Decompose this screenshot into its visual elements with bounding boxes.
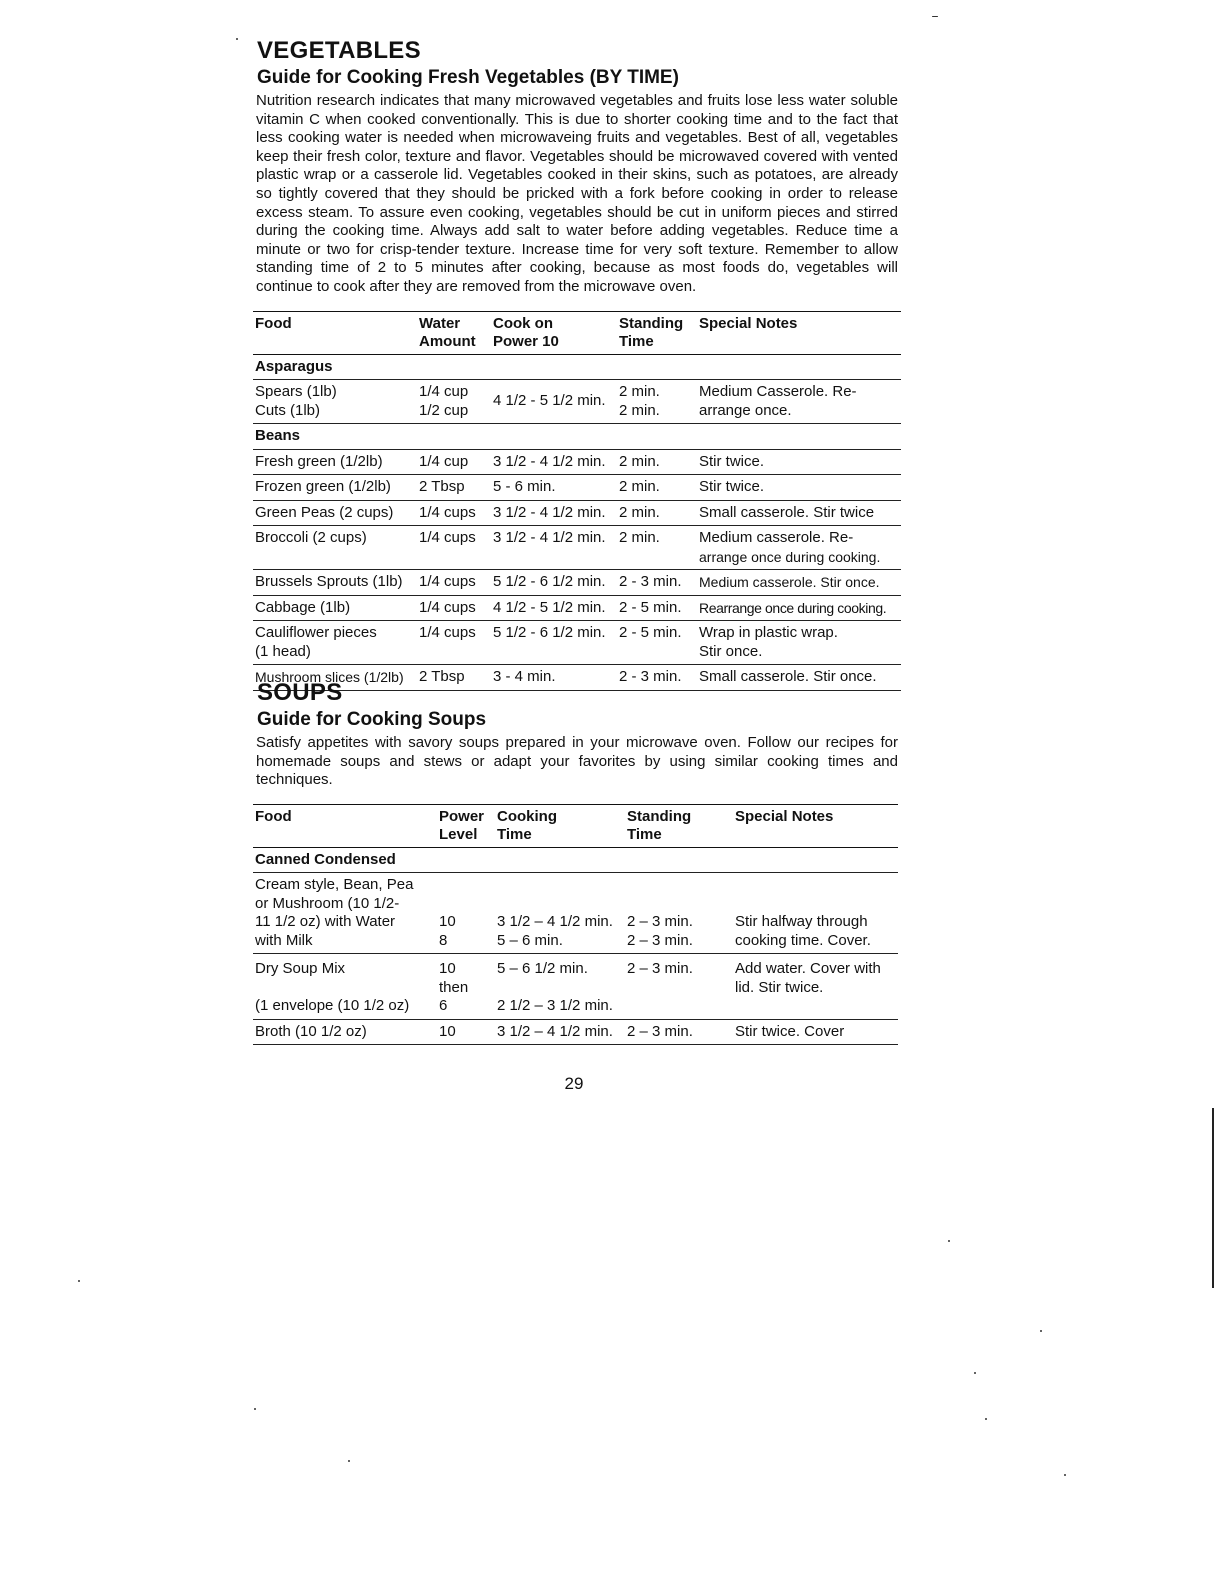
group-row-beans: [253, 424, 901, 450]
vegetables-title: VEGETABLES: [257, 37, 421, 64]
vegetables-table: [253, 311, 901, 691]
page-number: 29: [564, 1074, 584, 1093]
scan-speck: [1064, 1474, 1066, 1476]
cell-water: 1/4 cups: [419, 503, 476, 521]
group-label: Asparagus: [255, 357, 333, 375]
scan-speck: [932, 16, 938, 17]
cell-standing: 2 - 3 min.: [619, 573, 682, 591]
vegetables-intro: Nutrition research indicates that many microwaved vegetables and fruits lose less water soluble vitamin C when cooked conventionally. This is due to shorter cooking time and to the fact that less cooking water is needed when microwaveing fruits and vegetables. Best of all, vegetables keep their fresh color, texture and flavor. Vegetables should be microwaved covered with vented plastic wrap or a casserole lid. Vegetables cooked in their skins, such as potatoes, are already so tightly covered that they should be pricked with a fork before cooking in order to release excess steam. To assure even cooking, vegetables should be cut in uniform pieces and stirred during the cooking time. Always add salt to water before adding vegetables. Reduce time a minute or two for crisp-tender texture. Increase time for very soft texture. Remember to allow standing time of 2 to 5 minutes after cooking, because as most foods do, vegetables will continue to cook after they are removed from the microwave oven.: [256, 92, 898, 295]
cell-food: Cauliflower pieces (1 head): [255, 624, 377, 660]
cell-standing: 2 – 3 min.: [627, 1022, 693, 1040]
scan-speck: [348, 1460, 350, 1462]
cell-cook: 3 1/2 - 4 1/2 min.: [493, 452, 606, 470]
cell-food: Fresh green (1/2lb): [255, 452, 383, 470]
cell-notes: Stir halfway through cooking time. Cover.: [735, 913, 871, 949]
scan-speck: [236, 38, 238, 40]
cell-cook: 3 1/2 - 4 1/2 min.: [493, 503, 606, 521]
soups-section: [253, 678, 898, 1045]
cell-standing: 2 min. 2 min.: [619, 383, 660, 419]
cell-standing: 2 - 5 min.: [619, 624, 682, 642]
cell-standing: 2 - 5 min.: [619, 598, 682, 616]
cell-notes: Stir twice.: [699, 452, 765, 470]
cell-food: Cream style, Bean, Pea or Mushroom (10 1/2- 11 1/2 oz) with Water with Milk: [255, 876, 414, 949]
scan-speck: [948, 1240, 950, 1242]
scan-edge-line: [1212, 1108, 1214, 1288]
cell-standing: 2 min.: [619, 452, 660, 470]
cell-notes: Small casserole. Stir once.: [699, 668, 877, 686]
cell-notes: Medium casserole. Stir once.: [699, 574, 880, 591]
cell-power: 10 then 6: [439, 960, 469, 1015]
table-row: [253, 1019, 898, 1045]
cell-notes: Rearrange once during cooking.: [699, 599, 887, 616]
cell-notes: Stir twice. Cover: [735, 1022, 845, 1040]
cell-cook: 5 - 6 min.: [493, 478, 556, 496]
table-row: [253, 873, 898, 954]
cell-food: Brussels Sprouts (1lb): [255, 573, 403, 591]
cell-food: Broth (10 1/2 oz): [255, 1022, 367, 1040]
cell-water: 1/4 cups: [419, 529, 476, 547]
table-row: [253, 595, 901, 621]
table-row: [253, 621, 901, 665]
cell-standing: 2 – 3 min. 2 – 3 min.: [627, 913, 693, 949]
group-label: Beans: [255, 427, 301, 445]
cell-food: Broccoli (2 cups): [255, 529, 367, 547]
cell-water: 1/4 cup: [419, 452, 469, 470]
cell-cook: 5 1/2 - 6 1/2 min.: [493, 624, 606, 642]
group-label: Canned Condensed: [255, 850, 396, 868]
header-food: Food: [255, 314, 292, 332]
cell-cook: 4 1/2 - 5 1/2 min.: [493, 392, 606, 410]
cell-water: 1/4 cup 1/2 cup: [419, 383, 469, 419]
vegetables-section: [253, 36, 898, 691]
cell-cook: 3 - 4 min.: [493, 668, 556, 686]
cell-food: Mushroom slices (1/2lb): [255, 669, 404, 686]
cell-power: 10 8: [439, 913, 456, 949]
cell-cooking: 3 1/2 – 4 1/2 min.: [497, 1022, 613, 1040]
soups-title: SOUPS: [257, 679, 343, 706]
cell-water: 2 Tbsp: [419, 478, 465, 496]
cell-food: Green Peas (2 cups): [255, 503, 394, 521]
cell-notes: Add water. Cover with lid. Stir twice.: [735, 960, 881, 996]
table-header-row: [253, 311, 901, 354]
cell-standing: 2 – 3 min.: [627, 960, 693, 978]
scan-speck: [1040, 1330, 1042, 1332]
cell-food: Dry Soup Mix (1 envelope (10 1/2 oz): [255, 960, 410, 1015]
table-row: [253, 570, 901, 596]
table-row: [253, 380, 901, 424]
soups-table: [253, 804, 898, 1046]
cell-standing: 2 min.: [619, 478, 660, 496]
cell-water: 1/4 cups: [419, 573, 476, 591]
cell-food: Cabbage (1lb): [255, 598, 351, 616]
header-special-notes: Special Notes: [735, 807, 834, 825]
cell-food: Frozen green (1/2lb): [255, 478, 391, 496]
group-row-asparagus: [253, 354, 901, 380]
scan-speck: [78, 1280, 80, 1282]
scan-speck: [974, 1372, 976, 1374]
cell-cooking: 5 – 6 1/2 min. 2 1/2 – 3 1/2 min.: [497, 960, 613, 1015]
cell-water: 1/4 cups: [419, 624, 476, 642]
cell-standing: 2 - 3 min.: [619, 668, 682, 686]
soups-intro: Satisfy appetites with savory soups prepared in your microwave oven. Follow our recipes for homemade soups and stews or adapt your favorites by using similar cooking times and techniques.: [256, 734, 898, 789]
header-cooking-time: Cooking Time: [497, 807, 557, 844]
header-power-level: Power Level: [439, 807, 485, 844]
cell-cook: 3 1/2 - 4 1/2 min.: [493, 529, 606, 547]
table-row: [253, 526, 901, 570]
header-special-notes: Special Notes: [699, 314, 798, 332]
cell-notes: Small casserole. Stir twice: [699, 503, 875, 521]
table-row: [253, 954, 898, 1020]
scan-speck: [985, 1418, 987, 1420]
cell-notes: Stir twice.: [699, 478, 765, 496]
header-water-amount: Water Amount: [419, 314, 476, 351]
table-header-row: [253, 804, 898, 847]
cell-cooking: 3 1/2 – 4 1/2 min. 5 – 6 min.: [497, 913, 613, 949]
cell-food: Spears (1lb) Cuts (1lb): [255, 383, 337, 419]
group-row-canned-condensed: [253, 847, 898, 873]
header-cook-on: Cook on Power 10: [493, 314, 559, 351]
header-food: Food: [255, 807, 292, 825]
cell-cook: 4 1/2 - 5 1/2 min.: [493, 598, 606, 616]
header-standing-time: Standing Time: [627, 807, 692, 844]
table-row: [253, 500, 901, 526]
table-row: [253, 449, 901, 475]
cell-water: 2 Tbsp: [419, 668, 465, 686]
cell-notes: Medium Casserole. Re- arrange once.: [699, 383, 857, 419]
cell-notes: Medium casserole. Re- arrange once during cooking.: [699, 529, 881, 565]
table-row: [253, 475, 901, 501]
vegetables-subtitle: Guide for Cooking Fresh Vegetables (BY TIME): [257, 67, 679, 88]
soups-subtitle: Guide for Cooking Soups: [257, 709, 487, 730]
cell-power: 10: [439, 1022, 456, 1040]
cell-water: 1/4 cups: [419, 598, 476, 616]
scan-speck: [254, 1408, 256, 1410]
header-standing-time: Standing Time: [619, 314, 684, 351]
cell-standing: 2 min.: [619, 503, 660, 521]
cell-cook: 5 1/2 - 6 1/2 min.: [493, 573, 606, 591]
cell-notes: Wrap in plastic wrap. Stir once.: [699, 624, 838, 660]
cell-standing: 2 min.: [619, 529, 660, 547]
